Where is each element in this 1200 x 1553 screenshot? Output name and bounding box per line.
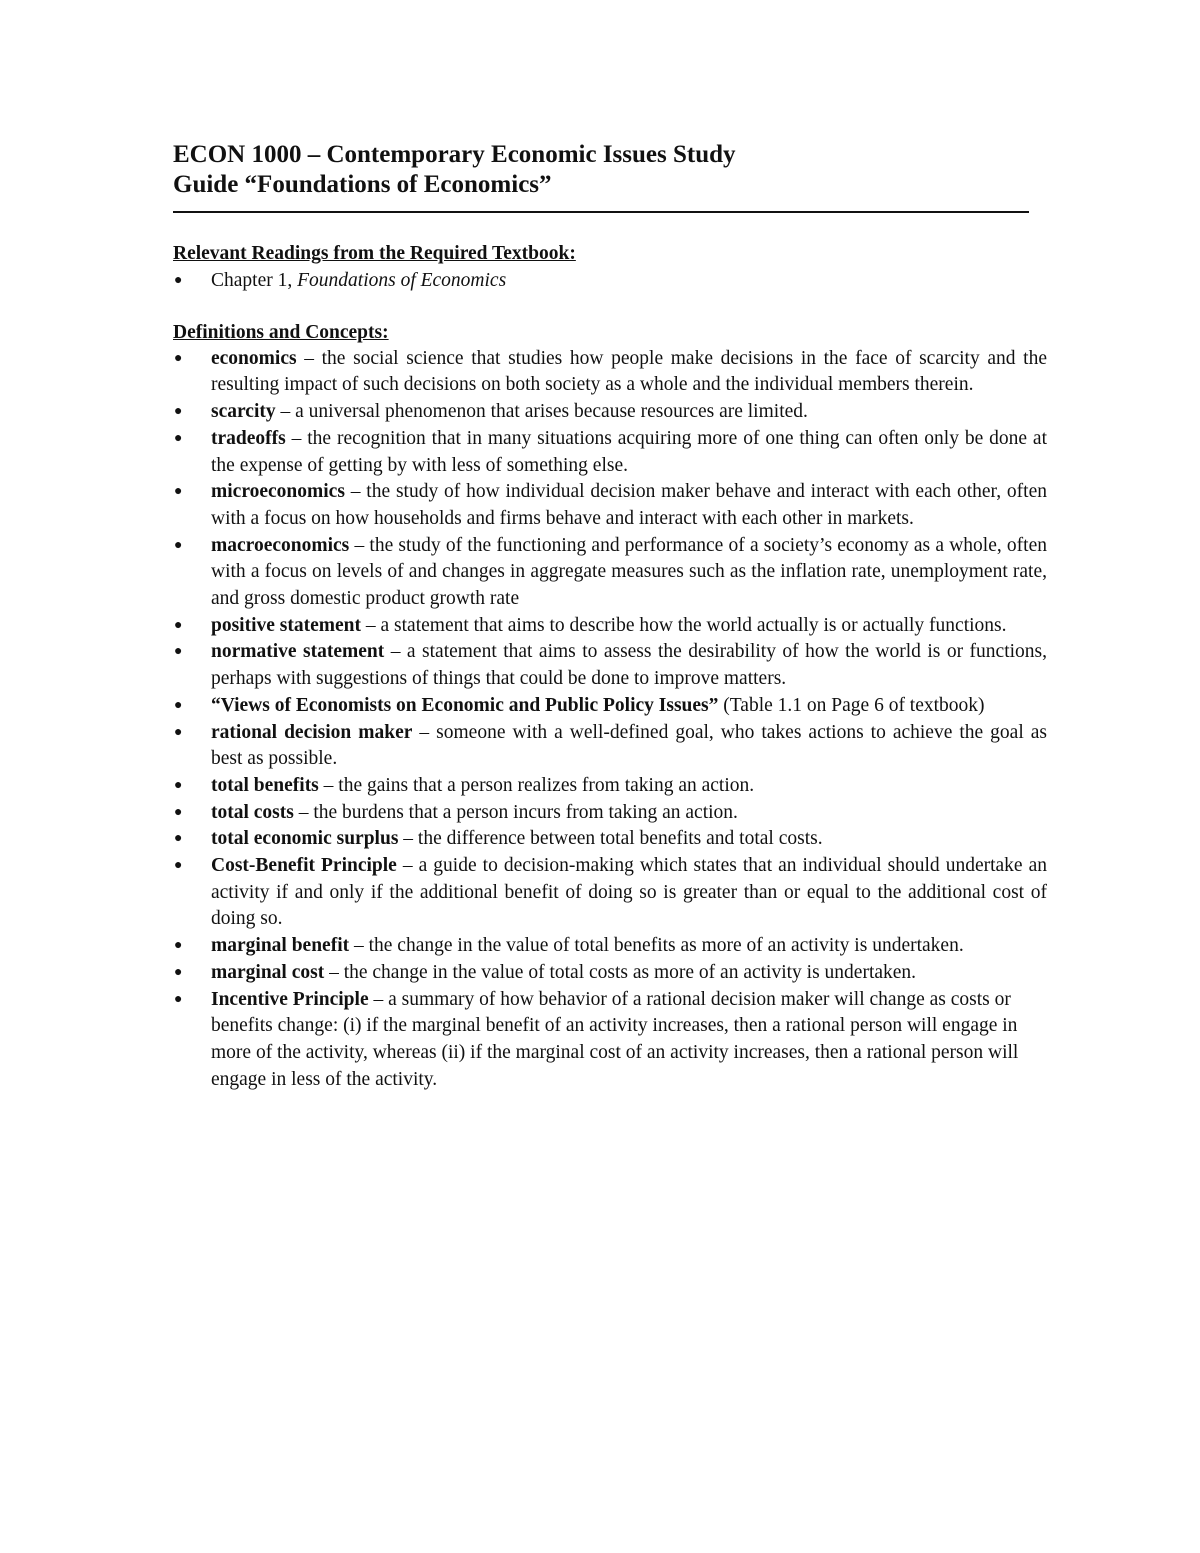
definitions-heading: Definitions and Concepts: <box>173 321 389 343</box>
definition-item <box>173 960 1047 987</box>
definition-term: positive statement <box>211 614 362 636</box>
reading-prefix: Chapter 1, <box>211 270 298 291</box>
definition-term: total costs <box>211 801 294 823</box>
definition-text: – the social science that studies how people make decisions in the face of scarcity and the resulting impact of such decisions on both society as a whole and the individual members therein. <box>211 347 1047 396</box>
bullet-icon: ● <box>174 831 183 847</box>
definition-text: – the study of the functioning and performance of a society’s economy as a whole, often with a focus on levels of and changes in aggregate measures such as the inflation rate, unemployment rate, and gross domestic product growth rate <box>211 534 1047 610</box>
definition-item <box>173 853 1047 933</box>
definition-term: marginal cost <box>211 961 325 983</box>
definition-term: total benefits <box>211 774 319 796</box>
definition-term: scarcity <box>211 401 276 423</box>
bullet-icon: ● <box>174 644 183 660</box>
bullet-icon: ● <box>174 350 183 366</box>
definition-text: – the study of how individual decision maker behave and interact with each other, often with a focus on how households and firms behave and interact with each other in markets. <box>211 481 1047 529</box>
definition-text: – a summary of how behavior of a rational decision maker will change as costs or benefits change: (i) if the marginal benefit of an activity increases, then a rational person will engage in more of the activity, whereas (ii) if the marginal cost of an activity increases, then a rational person will engage in less of the activity. <box>211 988 1019 1090</box>
definition-item <box>173 693 1047 720</box>
definition-term: total economic surplus <box>211 828 399 850</box>
definition-item <box>173 987 1047 1094</box>
definition-text: – the burdens that a person incurs from taking an action. <box>293 801 738 823</box>
title-line-2: Guide “Foundations of Economics” <box>173 171 552 198</box>
definition-text: – the gains that a person realizes from taking an action. <box>318 774 755 796</box>
bullet-icon: ● <box>174 273 183 288</box>
bullet-icon: ● <box>174 938 183 954</box>
definition-text: – a statement that aims to describe how the world actually is or actually functions. <box>361 614 1007 636</box>
definition-item <box>173 613 1047 640</box>
bullet-icon: ● <box>174 777 183 793</box>
bullet-icon: ● <box>174 404 183 420</box>
bullet-icon: ● <box>174 964 183 980</box>
definition-text: – the difference between total benefits and total costs. <box>398 828 823 850</box>
bullet-icon: ● <box>174 724 183 740</box>
definitions-list <box>173 346 1047 1094</box>
definition-item <box>173 479 1047 532</box>
definition-item <box>173 800 1047 827</box>
definition-term: Cost-Benefit Principle <box>211 855 397 877</box>
definition-text: (Table 1.1 on Page 6 of textbook) <box>718 694 985 716</box>
definition-term: tradeoffs <box>211 427 286 449</box>
bullet-icon: ● <box>174 804 183 820</box>
reading-title: Foundations of Economics <box>297 270 507 291</box>
bullet-icon: ● <box>174 484 183 500</box>
title-divider <box>173 211 1029 213</box>
definition-text: – a guide to decision-making which states that an individual should undertake an activity if and only if the additional benefit of doing so is greater than or equal to the additional cost of doing so. <box>211 855 1047 930</box>
bullet-icon: ● <box>174 858 183 874</box>
definition-item <box>173 426 1047 479</box>
definition-item <box>173 773 1047 800</box>
definition-term: economics <box>211 347 297 369</box>
readings-heading: Relevant Readings from the Required Textbook: <box>173 243 576 264</box>
list-item <box>173 268 1047 295</box>
definition-item <box>173 399 1047 426</box>
document-title <box>173 140 1031 200</box>
bullet-icon: ● <box>174 991 183 1007</box>
definition-term: Incentive Principle <box>211 988 369 1010</box>
definition-term: marginal benefit <box>211 935 350 957</box>
readings-list <box>173 268 1031 295</box>
definition-text: – the change in the value of total benefits as more of an activity is undertaken. <box>349 935 964 957</box>
definition-item <box>173 933 1047 960</box>
definition-term: microeconomics <box>211 481 345 503</box>
bullet-icon: ● <box>174 537 183 553</box>
definition-text: – a universal phenomenon that arises because resources are limited. <box>275 401 808 423</box>
bullet-icon: ● <box>174 617 183 633</box>
definition-item <box>173 720 1047 773</box>
definition-term: “Views of Economists on Economic and Public Policy Issues” <box>211 694 719 716</box>
title-line-1: ECON 1000 – Contemporary Economic Issues Study <box>173 141 736 168</box>
definition-item <box>173 346 1047 399</box>
definition-text: – the change in the value of total costs as more of an activity is undertaken. <box>324 961 917 983</box>
definition-item <box>173 826 1047 853</box>
definition-text: – the recognition that in many situations acquiring more of one thing can often only be done at the expense of getting by with less of something else. <box>211 427 1047 476</box>
definition-item <box>173 639 1047 692</box>
definition-term: normative statement <box>211 641 385 663</box>
definition-item <box>173 533 1047 613</box>
study-guide-page <box>173 140 1047 1093</box>
bullet-icon: ● <box>174 697 183 713</box>
definition-term: rational decision maker <box>211 721 413 743</box>
definition-text: – someone with a well-defined goal, who takes actions to achieve the goal as best as possible. <box>211 721 1047 770</box>
bullet-icon: ● <box>174 430 183 446</box>
definition-text: – a statement that aims to assess the desirability of how the world is or functions, perhaps with suggestions of things that could be done to improve matters. <box>211 641 1047 690</box>
definition-term: macroeconomics <box>211 534 350 556</box>
